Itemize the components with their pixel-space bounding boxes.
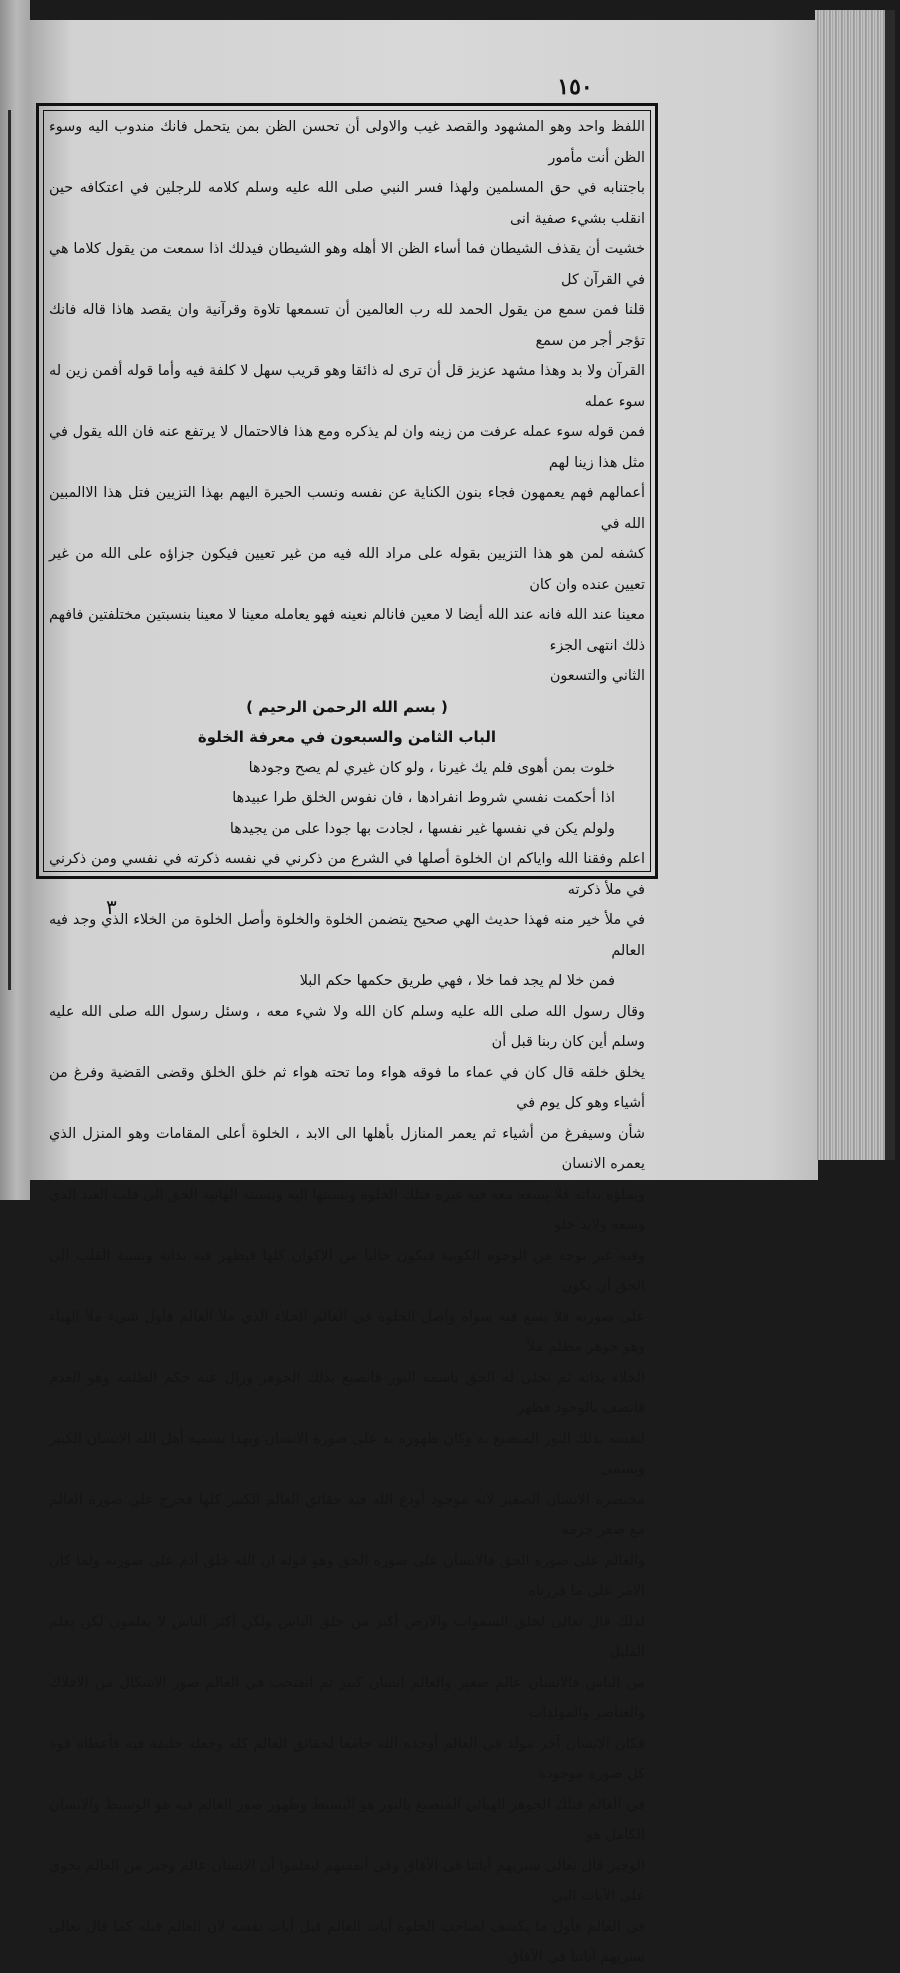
chapter-title: الباب الثامن والسبعون في معرفة الخلوة: [197, 728, 497, 746]
poem-verse: فمن خلا لم يجد فما خلا ، فهي طريق حكمها حكم البلا: [299, 973, 615, 989]
text-line: من الناس فالانسان عالم صغير والعالم انسان كبير ثم انفتحت في العالم صور الاشكال من الافلاك والعناصر والمولدات: [49, 1674, 645, 1721]
text-line: وفيه غير بوجه من الوجوه الكونية فيكون خاليا من الاكوان كلها فيظهر فيه بذاته ونسبة القلب الى الحق أن يكون: [49, 1247, 645, 1294]
text-line: في ملأ خير منه فهذا حديث الهي صحيح يتضمن الخلوة والخلوة وأصل الخلوة من الخلاء الذي وجد فيه العالم: [49, 912, 645, 959]
stack-shadow: [885, 10, 895, 1160]
text-line: فمن قوله سوء عمله عرفت من زينه وان لم يذكره ومع هذا فالاحتمال لا يرتفع عنه فان الله يقول في مثل هذا زينا لهم: [49, 424, 645, 471]
text-line: والعالم على صورة الحق فالانسان على صورة الحق وهو قوله ان الله خلق آدم على صورته ولما كان الامر على ما قررناه: [49, 1552, 645, 1599]
text-line: لذلك قال تعالى لخلق السموات والارض أكبر من خلق الناس ولكن أكثر الناس لا يعلمون لكن يعلم القليل: [49, 1613, 645, 1660]
text-line: كشفه لمن هو هذا التزيين بقوله على مراد الله فيه من غير تعيين فيكون جزاؤه على الله من غير تعيين عنده وان كان: [49, 546, 645, 593]
page-number: ١٥٠: [557, 74, 593, 100]
previous-page-edge: [0, 0, 30, 1200]
text-line: الثاني والتسعون: [549, 668, 645, 684]
text-line: يخلق خلقه قال كان في عماء ما فوقه هواء وما تحته هواء ثم خلق الخلق وقضى القضية وفرغ من أشياء وهو كل يوم في: [49, 1064, 645, 1111]
poem-verse: خلوت بمن أهوى فلم يك غيرنا ، ولو كان غيري لم يصح وجودها: [248, 759, 615, 776]
text-frame: [36, 103, 658, 1965]
text-line: فكان الانسان آخر مولد في العالم أوجده الله جامعا لحقائق العالم كله وجعله خليفة فيه فأعطاه قوة كل صورة موجودة: [49, 1735, 645, 1782]
poem-verse: اذا أحكمت نفسي شروط انفرادها ، فان نفوس الخلق طرا عبيدها: [232, 790, 615, 806]
text-line: في العالم فتلك الجوهر الهبائي المنصبغ بالنور هو البسيط وظهور صور العالم فيه هو الوسيط والانسان الكامل هو: [49, 1796, 645, 1843]
text-line: مختصره الانسان الصغير لانه موجود أودع الله فيه حقائق العالم الكبير كلها فخرج على صورة العالم مع صغر جرمه: [49, 1491, 645, 1538]
poem-verse: ولولم يكن في نفسها غير نفسها ، لجادت بها جودا على من يجيدها: [229, 820, 615, 837]
text-line: معينا عند الله فانه عند الله أيضا لا معين فانالم نعينه فهو يعامله معينا لا معينا بنسبتين مختلفتين فافهم ذلك انتهى الجزء: [49, 607, 645, 654]
text-block: [49, 112, 645, 1965]
text-line: خشيت أن يقذف الشيطان فما أساء الظن الا أهله وهو الشيطان فيدلك اذا سمعت من يقول كلاما هي في القرآن كل: [49, 241, 645, 288]
text-line: قلنا فمن سمع من يقول الحمد لله رب العالمين أن تسمعها تلاوة وقرآنية وان يقصد هاذا قاله فانك تؤجر أجر من سمع: [49, 302, 645, 349]
signature-mark: ٣: [106, 895, 117, 919]
text-line: اللفظ واحد وهو المشهود والقصد غيب والاولى أن تحسن الظن بمن يتحمل فانك مندوب اليه وسوء الظن أنت مأمور: [49, 119, 645, 166]
text-line: وقال رسول الله صلى الله عليه وسلم كان الله ولا شيء معه ، وسئل رسول الله صلى الله عليه وسلم أين كان ربنا قبل أن: [49, 1003, 645, 1050]
text-line: الوجيز قال تعالى سنريهم آياتنا في الآفاق وفي أنفسهم ليعلموا أن الانسان عالم وجيز من العالم يحوي على الآيات التي: [49, 1857, 645, 1904]
text-line: في العالم فأول ما يكشف لصاحب الخلوة آيات العالم قبل آيات نفسه لان العالم قبله كما قال تعالى سنريهم آياتنا في الآفاق: [49, 1918, 645, 1965]
text-line: شأن وسيفرغ من أشياء ثم يعمر المنازل بأهلها الى الابد ، الخلوة أعلى المقامات وهو المنزل الذي يعمره الانسان: [49, 1125, 645, 1172]
text-line: ويملؤه بذاته فلا يسعه معه فيه غيره فتلك الخلوة ونسبتها اليه ونسبته الهانية الحق الى قلب العبد الذي وسعه ولابد خلو: [49, 1186, 645, 1233]
text-line: القرآن ولا بد وهذا مشهد عزيز قل أن ترى له ذائقا وهو قريب سهل لا كلفة فيه وأما قوله أفمن زين له سوء عمله: [49, 363, 645, 410]
text-line: على صورته فلا يسع فيه سواه وأصل الخلوة في العالم الخلاء الذي ملأ العالم فأول شيء ملأ الهباء وهو جوهر مظلم ملأ: [49, 1308, 645, 1355]
basmala: ( بسم الله الرحمن الرحيم ): [246, 697, 448, 716]
text-line: باجتنابه في حق المسلمين ولهذا فسر النبي صلى الله عليه وسلم كلامه للرجلين في اعتكافه حين انقلب بشيء صفية انى: [49, 180, 645, 227]
text-line: الخلاء بذاته ثم تجلى له الحق باسمه النور فانصبغ بذلك الجوهر وزال عنه حكم الظلمة وهو العدم فاتصف بالوجود فظهر: [49, 1369, 645, 1416]
page-stack-edge: [815, 10, 885, 1160]
binding-line: [8, 110, 11, 990]
text-line: اعلم وفقنا الله واياكم ان الخلوة أصلها في الشرع من ذكرني في نفسه ذكرته في نفسي ومن ذكرني في ملأ ذكرته: [49, 851, 645, 898]
text-line: أعمالهم فهم يعمهون فجاء بنون الكناية عن نفسه ونسب الحيرة اليهم بهذا التزيين فتل هذا الاالمبين الله في: [49, 485, 645, 532]
text-line: لنفسه بذلك النور المنصبغ به وكان ظهوره به على صورة الانسان وبهذا يسميه أهل الله الانسان الكبير ويسمى: [49, 1430, 645, 1477]
